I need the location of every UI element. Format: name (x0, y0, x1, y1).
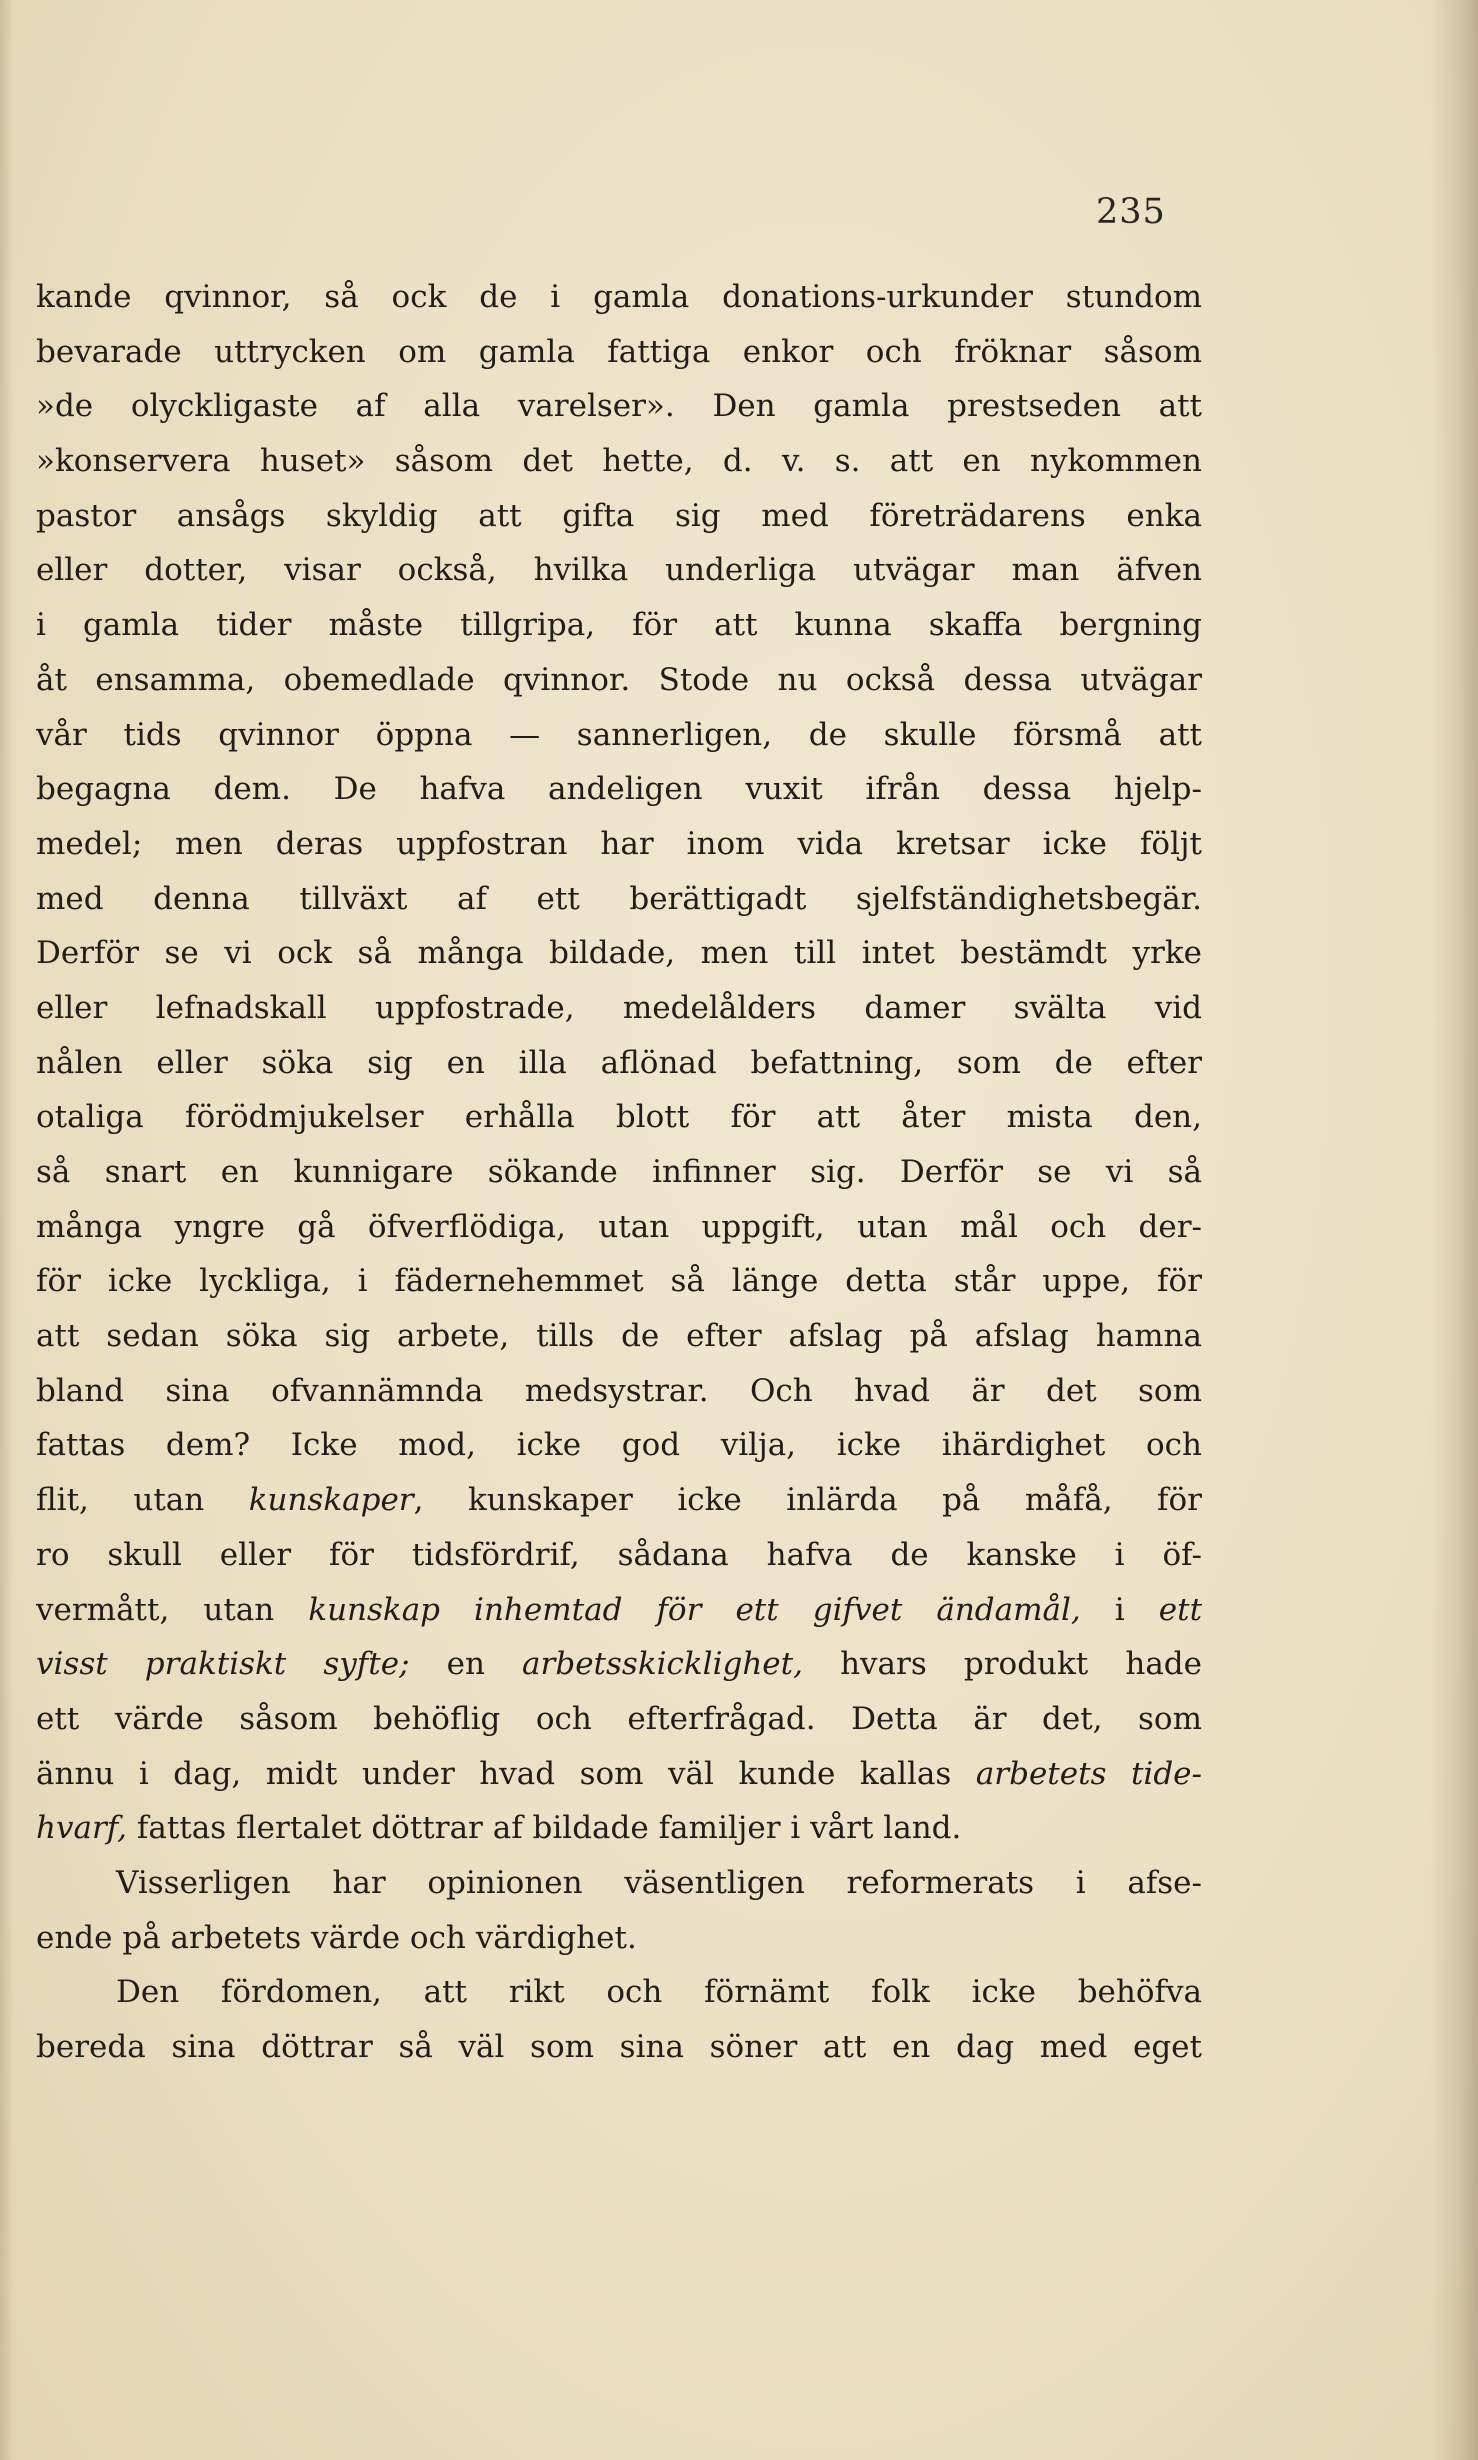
text-segment: bevarade uttrycken om gamla fattiga enkor och fröknar såsom (36, 333, 1202, 370)
text-line (36, 1418, 1202, 1473)
text-line (36, 1309, 1202, 1364)
text-segment: eller dotter, visar också, hvilka underliga utvägar man äfven (36, 552, 1202, 589)
text-segment: Den fördomen, att rikt och förnämt folk icke behöfva (116, 1974, 1202, 2011)
text-segment: begagna dem. De hafva andeligen vuxit ifrån dessa hjelp- (36, 771, 1202, 808)
text-line (36, 1145, 1202, 1200)
text-line (36, 1911, 1202, 1966)
text-line (36, 598, 1202, 653)
italic-text: visst praktiskt syfte; (36, 1646, 410, 1683)
text-segment: ett värde såsom behöflig och efterfrågad. Detta är det, som (36, 1700, 1202, 1737)
text-line (36, 1528, 1202, 1583)
italic-text: hvarf, (36, 1810, 128, 1847)
text-line (36, 270, 1202, 325)
text-segment: ende på arbetets värde och värdighet. (36, 1919, 637, 1956)
text-segment: i (1080, 1591, 1159, 1628)
text-segment: nålen eller söka sig en illa aflönad befattning, som de efter (36, 1044, 1202, 1081)
italic-text: arbetsskicklighet, (522, 1646, 803, 1683)
text-line (36, 543, 1202, 598)
page-binding-shadow (1430, 0, 1478, 2460)
text-segment: bland sina ofvannämnda medsystrar. Och hvad är det som (36, 1372, 1202, 1409)
text-segment: Visserligen har opinionen väsentligen reformerats i afse- (116, 1864, 1202, 1901)
text-line (36, 1364, 1202, 1419)
text-segment: en (409, 1646, 523, 1683)
italic-text: kunskap inhemtad för ett gifvet ändamål, (308, 1591, 1081, 1628)
text-line (36, 762, 1202, 817)
text-line (36, 872, 1202, 927)
text-line (36, 2020, 1202, 2075)
text-segment: bereda sina döttrar så väl som sina söner att en dag med eget (36, 2029, 1202, 2065)
text-segment: »de olyckligaste af alla varelser». Den gamla prestseden att (36, 388, 1202, 425)
text-line (36, 1036, 1202, 1091)
text-segment: i gamla tider måste tillgripa, för att kunna skaffa bergning (36, 607, 1202, 644)
text-line (36, 1856, 1202, 1911)
text-line (36, 1637, 1202, 1692)
text-segment: ro skull eller för tidsfördrif, sådana hafva de kanske i öf- (36, 1536, 1202, 1573)
text-segment: för icke lyckliga, i fädernehemmet så länge detta står uppe, för (36, 1263, 1202, 1300)
text-line (36, 1583, 1202, 1638)
text-segment: så snart en kunnigare sökande infinner sig. Derför se vi så (36, 1154, 1202, 1190)
text-segment: pastor ansågs skyldig att gifta sig med företrädarens enka (36, 497, 1202, 534)
text-line (36, 708, 1202, 763)
text-line (36, 981, 1202, 1036)
text-line (36, 817, 1202, 872)
text-segment: många yngre gå öfverflödiga, utan uppgift, utan mål och der- (36, 1208, 1202, 1245)
text-segment: eller lefnadskall uppfostrade, medelålders damer svälta vid (36, 989, 1202, 1026)
italic-text: ett (1158, 1591, 1202, 1628)
body-text (36, 270, 1202, 2075)
text-line (36, 653, 1202, 708)
text-line (36, 1965, 1202, 2020)
text-segment: åt ensamma, obemedlade qvinnor. Stode nu också dessa utvägar (36, 661, 1202, 698)
page-number: 235 (1096, 192, 1166, 232)
italic-text: arbetets tide- (975, 1755, 1202, 1792)
text-segment: fattas flertalet döttrar af bildade familjer i vårt land. (127, 1810, 962, 1847)
text-line (36, 489, 1202, 544)
text-segment: , kunskaper icke inlärda på måfå, för (413, 1482, 1202, 1519)
italic-text: kunskaper (248, 1482, 414, 1519)
text-line (36, 1200, 1202, 1255)
text-segment: fattas dem? Icke mod, icke god vilja, icke ihärdighet och (36, 1427, 1202, 1464)
text-line (36, 926, 1202, 981)
text-line (36, 1090, 1202, 1145)
text-segment: med denna tillväxt af ett berättigadt sjelfständighetsbegär. (36, 880, 1202, 917)
text-line (36, 379, 1202, 434)
text-segment: »konservera huset» såsom det hette, d. v. s. att en nykommen (36, 443, 1202, 480)
text-segment: hvars produkt hade (802, 1646, 1202, 1683)
text-line (36, 1254, 1202, 1309)
page-left-edge-shadow (0, 0, 14, 2460)
text-segment: Derför se vi ock så många bildade, men till intet bestämdt yrke (36, 935, 1202, 972)
text-segment: att sedan söka sig arbete, tills de efter afslag på afslag hamna (36, 1318, 1202, 1355)
text-segment: medel; men deras uppfostran har inom vida kretsar icke följt (36, 825, 1202, 862)
text-segment: vermått, utan (36, 1591, 309, 1628)
text-segment: otaliga förödmjukelser erhålla blott för att åter mista den, (36, 1099, 1202, 1136)
text-segment: kande qvinnor, så ock de i gamla donations-urkunder stundom (36, 279, 1202, 315)
text-line (36, 325, 1202, 380)
text-line (36, 1747, 1202, 1802)
text-segment: flit, utan (36, 1482, 249, 1519)
text-segment: vår tids qvinnor öppna — sannerligen, de skulle försmå att (36, 716, 1202, 753)
text-line (36, 434, 1202, 489)
text-segment: ännu i dag, midt under hvad som väl kunde kallas (36, 1755, 976, 1792)
text-line (36, 1692, 1202, 1747)
text-line (36, 1801, 1202, 1856)
text-line (36, 1473, 1202, 1528)
